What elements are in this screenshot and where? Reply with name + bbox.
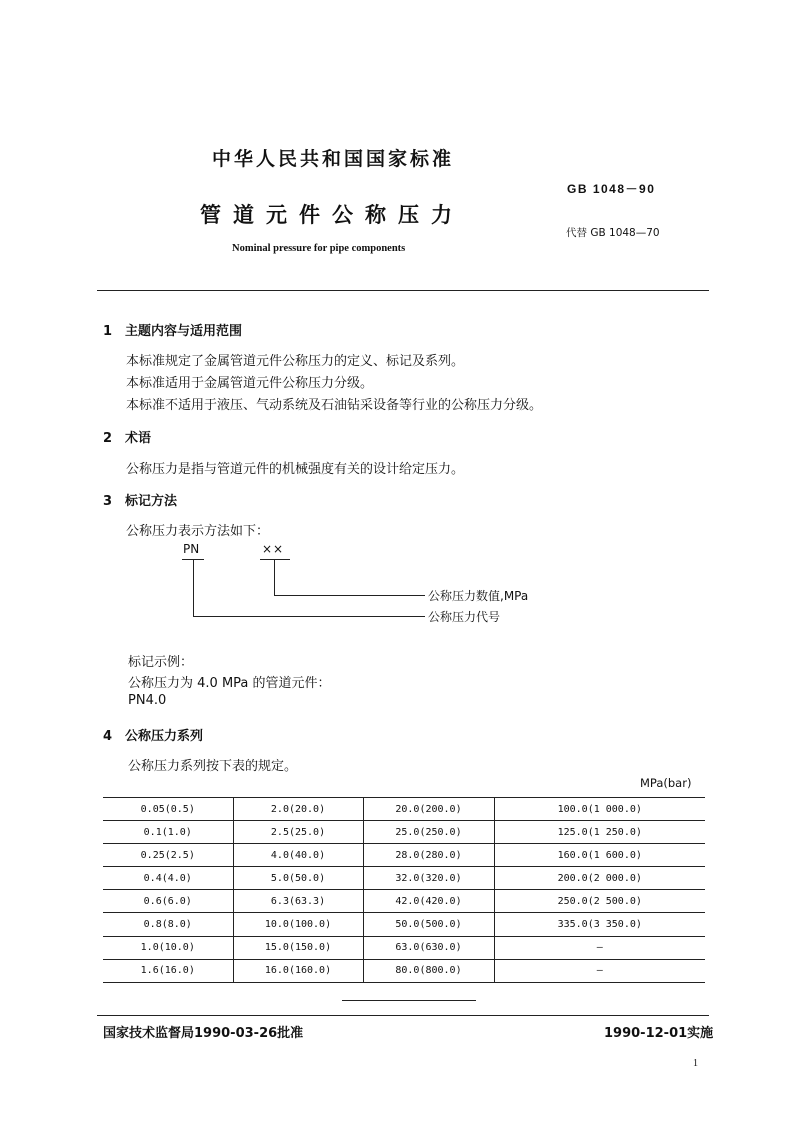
table-cell: 32.0(320.0) <box>363 867 494 890</box>
example-text: 公称压力为 4.0 MPa 的管道元件： <box>128 676 331 691</box>
paragraph: 本标准适用于金属管道元件公称压力分级。 <box>126 376 374 391</box>
paragraph: 本标准不适用于液压、气动系统及石油钻采设备等行业的公称压力分级。 <box>126 398 543 413</box>
diagram-value-placeholder: ×× <box>262 542 285 556</box>
section-1-heading <box>103 320 242 339</box>
issuing-body-title: 中华人民共和国国家标准 <box>212 148 455 170</box>
paragraph: 本标准规定了金属管道元件公称压力的定义、标记及系列。 <box>126 354 465 369</box>
table-cell: 6.3(63.3) <box>233 890 363 913</box>
footer-rule <box>97 1015 709 1016</box>
table-cell: 0.6(6.0) <box>103 890 233 913</box>
table-cell: 20.0(200.0) <box>363 798 494 821</box>
standard-number: GB 1048－90 <box>567 182 656 196</box>
header-rule <box>97 290 709 291</box>
table-row <box>103 844 705 867</box>
diagram-code-leader-horizontal <box>193 616 425 617</box>
table-cell: 0.05(0.5) <box>103 798 233 821</box>
table-cell: 2.0(20.0) <box>233 798 363 821</box>
diagram-value-leader-vertical <box>274 559 275 596</box>
table-cell: 15.0(150.0) <box>233 936 363 959</box>
table-cell: 28.0(280.0) <box>363 844 494 867</box>
replaces-standard: 代替 GB 1048—70 <box>566 227 660 239</box>
table-cell: 2.5(25.0) <box>233 821 363 844</box>
end-of-text-rule <box>342 1000 476 1001</box>
section-number: 1 <box>103 324 113 339</box>
table-cell: 63.0(630.0) <box>363 936 494 959</box>
table-cell: 5.0(50.0) <box>233 867 363 890</box>
nominal-pressure-table <box>103 797 705 983</box>
diagram-code-leader-vertical <box>193 559 194 617</box>
table-cell: 25.0(250.0) <box>363 821 494 844</box>
table-cell: 160.0(1 600.0) <box>494 844 705 867</box>
table-cell: — <box>494 936 705 959</box>
section-title: 术语 <box>125 431 152 446</box>
page-number: 1 <box>693 1058 698 1069</box>
section-title: 主题内容与适用范围 <box>125 324 243 339</box>
diagram-value-underline <box>260 559 290 560</box>
table-row <box>103 959 705 982</box>
section-number: 2 <box>103 431 113 446</box>
approval-date: 国家技术监督局1990-03-26批准 <box>103 1026 304 1041</box>
section-3-heading <box>103 490 177 509</box>
example-mark: PN4.0 <box>128 693 167 708</box>
diagram-value-leader-horizontal <box>274 595 425 596</box>
table-cell: 250.0(2 500.0) <box>494 890 705 913</box>
table-cell: 10.0(100.0) <box>233 913 363 936</box>
table-cell: 1.0(10.0) <box>103 936 233 959</box>
diagram-code-label: PN <box>183 542 200 556</box>
table-cell: 100.0(1 000.0) <box>494 798 705 821</box>
table-cell: 0.4(4.0) <box>103 867 233 890</box>
section-2-heading <box>103 427 151 446</box>
table-cell: 0.25(2.5) <box>103 844 233 867</box>
table-cell: 16.0(160.0) <box>233 959 363 982</box>
table-cell: 125.0(1 250.0) <box>494 821 705 844</box>
section-number: 4 <box>103 729 113 744</box>
table-row <box>103 913 705 936</box>
table-cell: 0.8(8.0) <box>103 913 233 936</box>
section-number: 3 <box>103 494 113 509</box>
table-row <box>103 890 705 913</box>
paragraph: 公称压力表示方法如下： <box>126 524 270 539</box>
table-cell: 0.1(1.0) <box>103 821 233 844</box>
example-title: 标记示例： <box>128 655 194 670</box>
table-cell: 200.0(2 000.0) <box>494 867 705 890</box>
table-unit: MPa(bar) <box>640 776 692 790</box>
section-title: 标记方法 <box>125 494 178 509</box>
table-cell: 4.0(40.0) <box>233 844 363 867</box>
section-title: 公称压力系列 <box>125 729 204 744</box>
table-cell: 50.0(500.0) <box>363 913 494 936</box>
diagram-code-description: 公称压力代号 <box>428 610 501 624</box>
document-title: 管道元件公称压力 <box>200 203 464 227</box>
table-row <box>103 867 705 890</box>
diagram-value-description: 公称压力数值,MPa <box>428 589 529 603</box>
table-cell: 80.0(800.0) <box>363 959 494 982</box>
table-cell: 42.0(420.0) <box>363 890 494 913</box>
table-cell: 335.0(3 350.0) <box>494 913 705 936</box>
table-row <box>103 936 705 959</box>
section-4-heading <box>103 725 203 744</box>
paragraph: 公称压力是指与管道元件的机械强度有关的设计给定压力。 <box>126 462 465 477</box>
effective-date: 1990-12-01实施 <box>604 1026 714 1041</box>
table-row <box>103 798 705 821</box>
table-cell: — <box>494 959 705 982</box>
table-row <box>103 821 705 844</box>
english-title: Nominal pressure for pipe components <box>232 243 406 254</box>
paragraph: 公称压力系列按下表的规定。 <box>128 759 298 774</box>
table-cell: 1.6(16.0) <box>103 959 233 982</box>
